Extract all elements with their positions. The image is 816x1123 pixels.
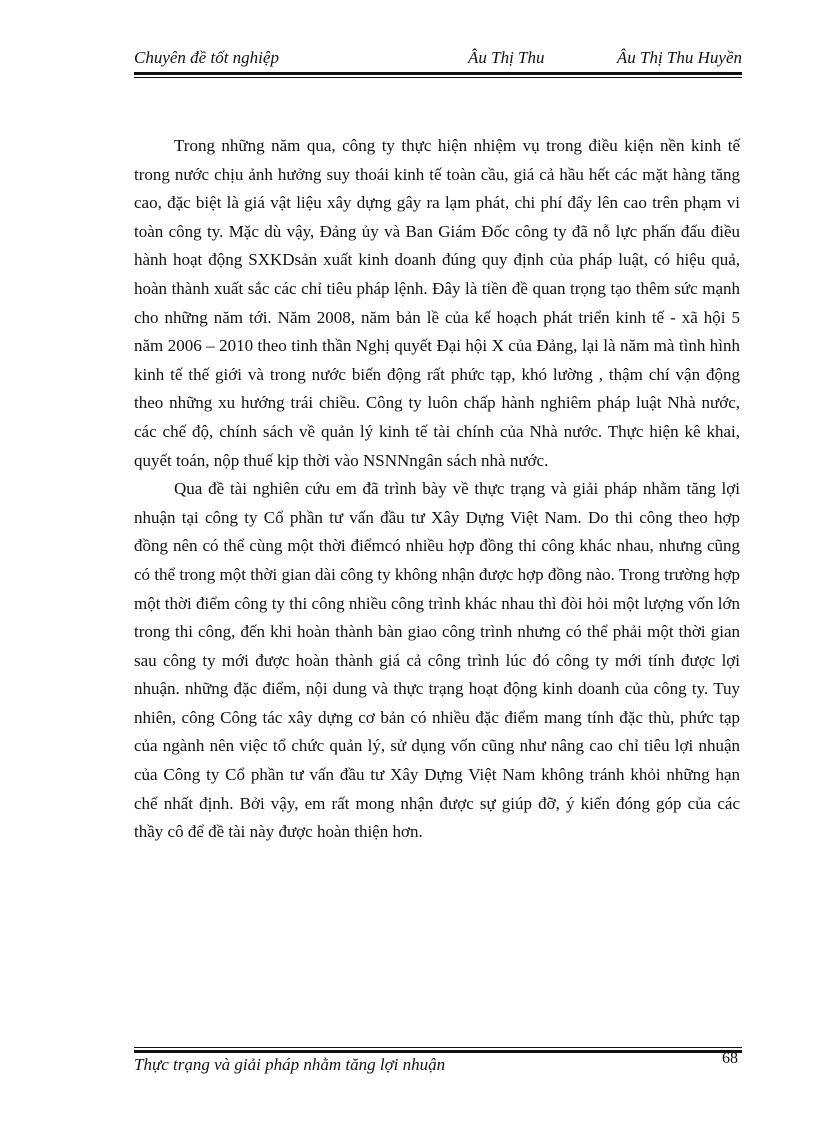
header-rule-thin [134, 77, 742, 78]
paragraph-1: Trong những năm qua, công ty thực hiện nhiệm vụ trong điều kiện nền kinh tế trong nước chịu ảnh hưởng suy thoái kinh tế toàn cầu, giá cả hầu hết các mặt hàng tăng cao, đặc biệt là giá vật liệu xây dựng gây ra lạm phát, chi phí đẩy lên cao trên phạm vi toàn công ty. Mặc dù vậy, Đảng ủy và Ban Giám Đốc công ty đã nỗ lực phấn đấu điều hành hoạt động SXKDsản xuất kinh doanh đúng quy định của pháp luật, có hiệu quả, hoàn thành xuất sắc các chỉ tiêu pháp lệnh. Đây là tiền đề quan trọng tạo thêm sức mạnh cho những năm tới. Năm 2008, năm bản lề của kế hoạch phát triển kinh tế - xã hội 5 năm 2006 – 2010 theo tinh thần Nghị quyết Đại hội X của Đảng, lại là năm mà tình hình kinh tế thế giới và trong nước biến động rất phức tạp, khó lường , thậm chí vận động theo những xu hướng trái chiều. Công ty luôn chấp hành nghiêm pháp luật Nhà nước, các chế độ, chính sách về quản lý kinh tế tài chính của Nhà nước. Thực hiện kê khai, quyết toán, nộp thuế kịp thời vào NSNNngân sách nhà nước. [134, 136, 740, 470]
page-header [134, 46, 742, 70]
footer-title: Thực trạng và giải pháp nhằm tăng lợi nhuận [134, 1055, 446, 1074]
header-author-full: Âu Thị Thu Huyền [616, 48, 742, 67]
paragraph-2: Qua đề tài nghiên cứu em đã trình bày về thực trạng và giải pháp nhằm tăng lợi nhuận tại công ty Cổ phần tư vấn đầu tư Xây Dựng Việt Nam. Do thi công theo hợp đồng nên có thể cùng một thời điểmcó nhiều hợp đồng thi công khác nhau, nhưng cũng có thể trong một thời gian dài công ty không nhận được hợp đồng nào. Trong trường hợp một thời điểm công ty thi công nhiều công trình khác nhau thì đòi hỏi một lượng vốn lớn trong thi công, đến khi hoàn thành bàn giao công trình nhưng có thể phải một thời gian sau công ty mới được hoàn thành giá cả công trình lúc đó công ty mới tính được lợi nhuận. những đặc điểm, nội dung và thực trạng hoạt động kinh doanh của công ty. Tuy nhiên, công Công tác xây dựng cơ bản có nhiều đặc điểm mang tính đặc thù, phức tạp của ngành nên việc tổ chức quản lý, sử dụng vốn cũng như nâng cao chỉ tiêu lợi nhuận của Công ty Cổ phần tư vấn đầu tư Xây Dựng Việt Nam không tránh khỏi những hạn chế nhất định. Bởi vậy, em rất mong nhận được sự giúp đỡ, ý kiến đóng góp của các thầy cô để đề tài này được hoàn thiện hơn. [134, 479, 740, 842]
body-text [134, 132, 740, 847]
header-author-short: Âu Thị Thu [468, 48, 545, 67]
header-rule-thick [134, 72, 742, 75]
page-number: 68 [722, 1050, 738, 1067]
footer-rule-thick [134, 1050, 742, 1053]
footer-rule-thin [134, 1047, 742, 1048]
header-document-type: Chuyên đề tốt nghiệp [134, 48, 279, 67]
